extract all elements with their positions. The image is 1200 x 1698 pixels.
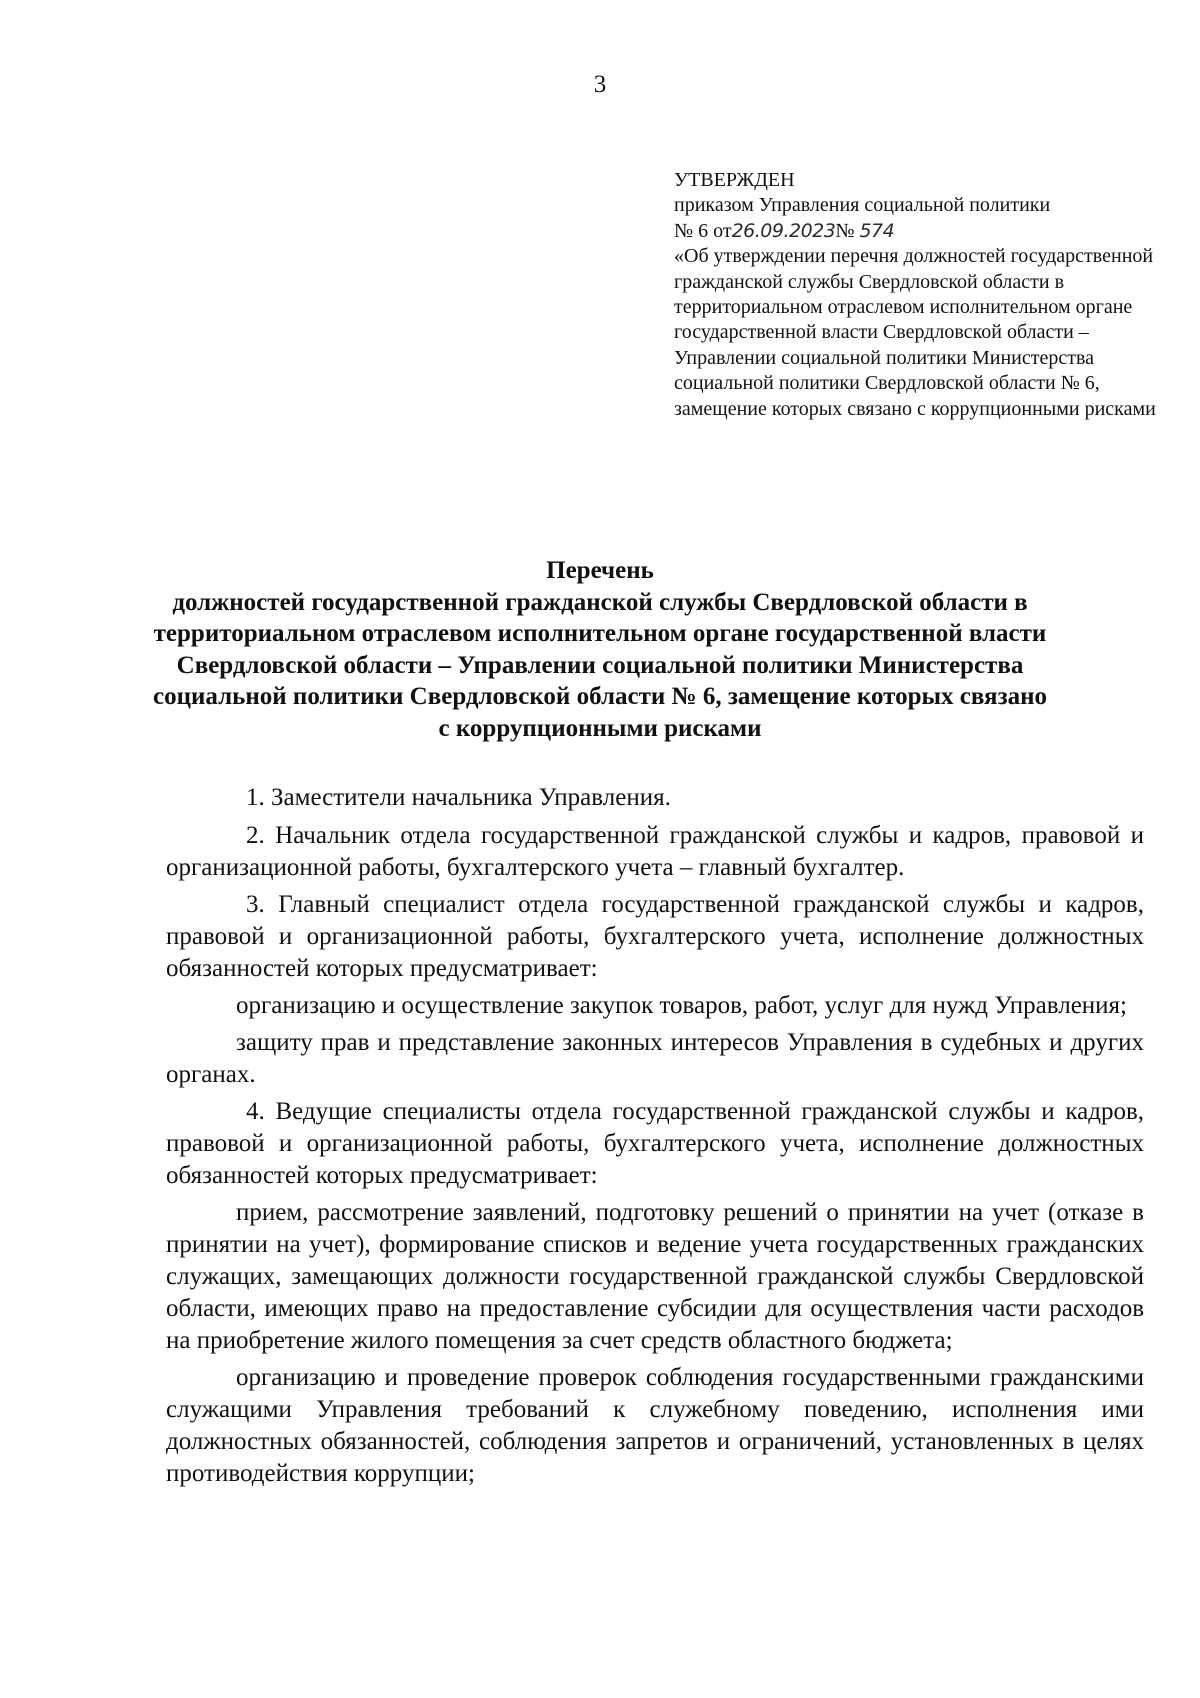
- approval-stamp: УТВЕРЖДЕН: [674, 169, 795, 191]
- list-subitem: защиту прав и представление законных интересов Управления в судебных и других органах.: [166, 1029, 1144, 1088]
- list-item: 1. Заместители начальника Управления.: [246, 784, 671, 811]
- page-number: 3: [593, 71, 607, 98]
- handwritten-number: 574: [859, 219, 895, 242]
- approval-order-subject: «Об утверждении перечня должностей государственной гражданской службы Свердловской области в территориальном отраслевом исполнительном органе государственной власти Свердловской области – Управлении социальной политики Министерства социальной политики Свердловской области № 6, замещение которых связано с коррупционными рисками: [674, 245, 1156, 420]
- list-item: 3. Главный специалист отдела государственной гражданской службы и кадров, правовой и организационной работы, бухгалтерского учета, исполнение должностных обязанностей которых предусматривает:: [166, 891, 1144, 982]
- list-subitem: организацию и осуществление закупок товаров, работ, услуг для нужд Управления;: [236, 992, 1128, 1019]
- number-label: №: [835, 219, 855, 242]
- list-item: 4. Ведущие специалисты отдела государственной гражданской службы и кадров, правовой и организационной работы, бухгалтерского учета, исполнение должностных обязанностей которых предусматривает:: [166, 1098, 1144, 1189]
- list-subitem: организацию и проведение проверок соблюдения государственными гражданскими служащими Управления требований к служебному поведению, исполнения ими должностных обязанностей, соблюдения запретов и ограничений, установленных в целях противодействия коррупции;: [166, 1364, 1144, 1487]
- approval-order-line: приказом Управления социальной политики: [674, 194, 1051, 217]
- heading-subtitle: должностей государственной гражданской службы Свердловской области в территориальном отраслевом исполнительном органе государственной власти Свердловской области – Управлении социальной политики Министерства социальной политики Свердловской области № 6, замещение которых связано с коррупционными рисками: [152, 588, 1048, 742]
- list-subitem: прием, рассмотрение заявлений, подготовку решений о принятии на учет (отказе в принятии на учет), формирование списков и ведение учета государственных гражданских служащих, замещающих должности государственной гражданской службы Свердловской области, имеющих право на предоставление субсидии для осуществления части расходов на приобретение жилого помещения за счет средств областного бюджета;: [166, 1199, 1144, 1354]
- list-item: 2. Начальник отдела государственной гражданской службы и кадров, правовой и организационной работы, бухгалтерского учета – главный бухгалтер.: [166, 822, 1144, 881]
- heading-title: Перечень: [546, 557, 654, 584]
- approval-block: [674, 168, 1174, 422]
- handwritten-date: 26.09.2023: [731, 219, 836, 242]
- approval-number-line: [674, 219, 1174, 244]
- document-heading: [150, 555, 1050, 744]
- number-prefix: № 6 от: [674, 219, 732, 242]
- positions-list: [166, 782, 1144, 1495]
